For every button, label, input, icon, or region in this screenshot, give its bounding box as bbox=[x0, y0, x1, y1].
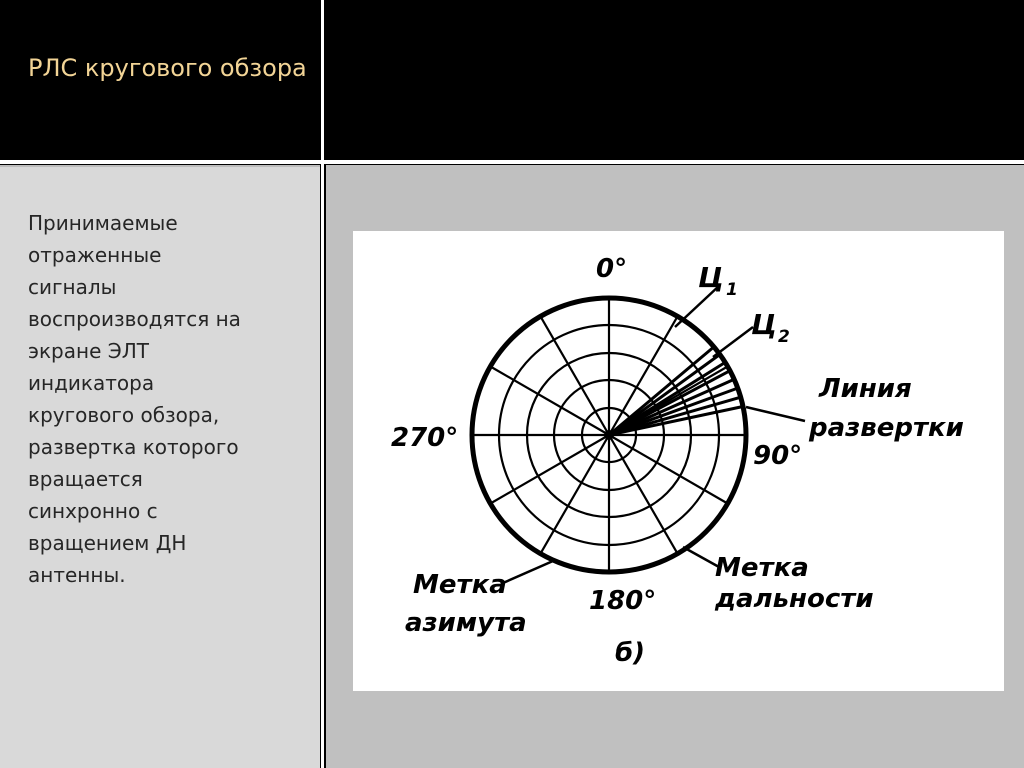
label-target2-sub: 2 bbox=[778, 327, 790, 347]
label-azimuth-mark-1: Метка bbox=[413, 570, 507, 600]
azimuth-spoke bbox=[490, 435, 609, 504]
leader-range-mark bbox=[683, 547, 719, 567]
label-90deg: 90° bbox=[753, 441, 803, 471]
leader-sweep-line bbox=[746, 407, 805, 421]
figure-caption: б) bbox=[615, 638, 646, 668]
label-sweep-line-1: Линия bbox=[819, 374, 912, 404]
azimuth-spoke bbox=[609, 435, 678, 554]
label-target1-sub: 1 bbox=[726, 280, 738, 300]
divider-horizontal bbox=[0, 160, 1024, 164]
ppi-diagram bbox=[353, 231, 1004, 691]
title-area-right bbox=[326, 0, 1024, 160]
leader-azimuth-mark bbox=[503, 561, 553, 583]
label-azimuth-mark-2: азимута bbox=[405, 608, 527, 638]
figure-panel bbox=[326, 165, 1024, 768]
label-target1: Ц bbox=[698, 261, 724, 294]
text-panel bbox=[0, 165, 320, 768]
leader-target2 bbox=[713, 327, 753, 357]
label-270deg: 270° bbox=[391, 423, 459, 453]
azimuth-spoke bbox=[609, 435, 728, 504]
slide-title: РЛС кругового обзора bbox=[28, 54, 307, 82]
azimuth-spoke bbox=[541, 435, 610, 554]
label-range-mark-1: Метка bbox=[715, 553, 809, 583]
radar-figure bbox=[353, 231, 1004, 691]
label-sweep-line-2: развертки bbox=[809, 413, 964, 443]
divider-vertical-line bbox=[321, 0, 324, 768]
body-text: Принимаемые отраженные сигналы воспроизводятся на экране ЭЛТ индикатора кругового обзора, развертка которого вращается синхронно с вращением ДН антенны. bbox=[28, 211, 241, 587]
label-target2: Ц bbox=[751, 308, 777, 341]
label-180deg: 180° bbox=[589, 586, 657, 616]
screen-centre bbox=[604, 430, 614, 440]
azimuth-spoke bbox=[541, 316, 610, 435]
azimuth-spoke bbox=[490, 367, 609, 436]
label-0deg: 0° bbox=[596, 254, 628, 284]
label-range-mark-2: дальности bbox=[715, 584, 874, 614]
title-area bbox=[0, 0, 320, 160]
